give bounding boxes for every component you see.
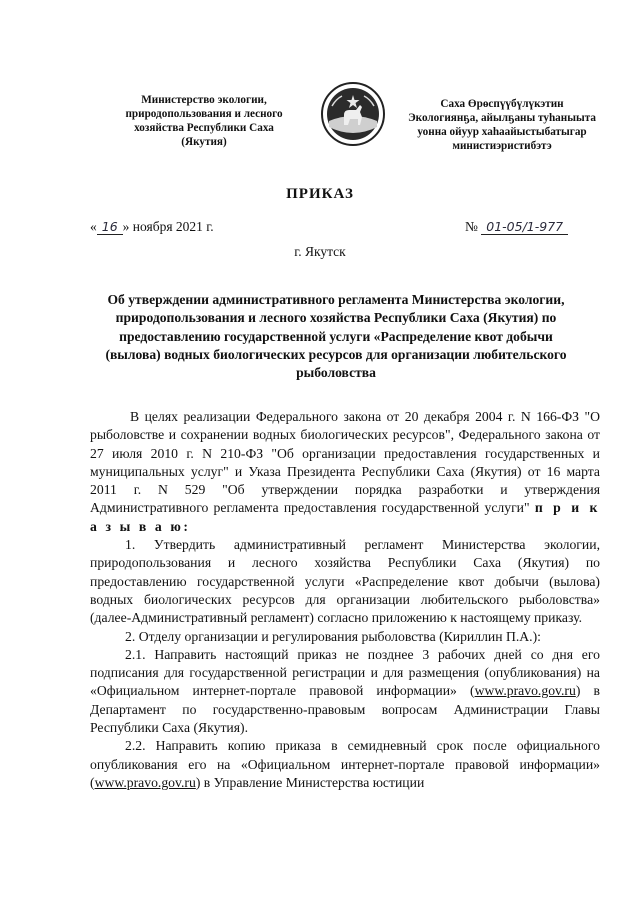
- header-right-line: министиэристибэтэ: [452, 140, 552, 152]
- ministry-name-sakha: [404, 97, 600, 153]
- date-open-quote: «: [90, 219, 97, 234]
- document-title: ПРИКАЗ: [286, 186, 354, 202]
- ministry-name-russian: [96, 93, 312, 149]
- order-date: [90, 219, 214, 235]
- pravo-link[interactable]: www.pravo.gov.ru: [94, 774, 196, 790]
- item-1: 1. Утвердить административный регламент Министерства экологии, природопользования и лесного хозяйства Республики Саха (Якутия) по предоставлению государственной услуги «Распределение квот добычи (вылова) водных биологических ресурсов для организации любительского рыболовства» (далее-Административный регламент) согласно приложению к настоящему приказу.: [90, 537, 600, 626]
- order-heading: Об утверждении административного регламента Министерства экологии, природопользования и лесного хозяйства Республики Саха (Якутия) по предоставлению государственной услуги «Распределение квот добычи (вылова) водных биологических ресурсов для организации любительского рыболовства: [105, 292, 567, 381]
- pravo-link[interactable]: www.pravo.gov.ru: [474, 683, 576, 699]
- item-2-2-text-end: ) в Управление Министерства юстиции: [195, 774, 425, 790]
- item-2-1-text: 2.1. Направить настоящий приказ не позднее 3 рабочих дней со дня его подписания для государственной регистрации и для размещения (опубликования) на «Официальном интернет-портале правовой информации» (: [90, 646, 600, 699]
- item-2-2: [90, 737, 600, 792]
- order-word: п р и к а з ы в а ю:: [90, 500, 600, 534]
- header-right-line: Саха Өрөспүүбүлүкэтин: [440, 98, 564, 110]
- item-2-2-text: 2.2. Направить копию приказа в семидневный срок после официального опубликования его на «Официальном интернет-портале правовой информации» (: [90, 738, 600, 790]
- item-2-1: [90, 646, 600, 737]
- date-day-handwritten: 16: [97, 219, 123, 235]
- header-right-line: уонна ойуур хаһаайыстыбатыгар: [417, 126, 587, 138]
- header-left-line: природопользования и лесного: [125, 108, 283, 120]
- order-number-handwritten: 01-05/1-977: [481, 219, 568, 235]
- header-left-line: хозяйства Республики Саха: [134, 122, 274, 134]
- city-name: г. Якутск: [294, 244, 346, 259]
- date-rest: » ноября 2021 г.: [122, 219, 214, 234]
- coat-of-arms-icon: [320, 81, 386, 147]
- item-2: 2. Отделу организации и регулирования рыболовства (Кириллин П.А.):: [125, 628, 541, 644]
- order-body: [90, 408, 600, 792]
- order-number: [465, 219, 568, 235]
- item-2-1-text-end: ) в Департамент по государственно-правовым вопросам Администрации Главы Республики Саха (Якутия).: [90, 683, 600, 736]
- preamble-paragraph: [90, 408, 600, 536]
- header-left-line: (Якутия): [181, 136, 227, 148]
- header-right-line: Экологиянҕа, айылҕаны туһаныыта: [408, 112, 596, 124]
- preamble-text: В целях реализации Федерального закона от 20 декабря 2004 г. N 166-ФЗ "О рыболовстве и сохранении водных биологических ресурсов", Федерального закона от 27 июля 2010 г. N 210-ФЗ "Об организации предоставления государственных и муниципальных услуг" и Указа Президента Республики Саха (Якутия) от 16 марта 2011 г. N 529 "Об утверждении порядка разработки и утверждения Административного регламента предоставления государственной услуги": [90, 409, 600, 516]
- header-left-line: Министерство экологии,: [141, 94, 267, 106]
- number-sign: №: [465, 219, 478, 234]
